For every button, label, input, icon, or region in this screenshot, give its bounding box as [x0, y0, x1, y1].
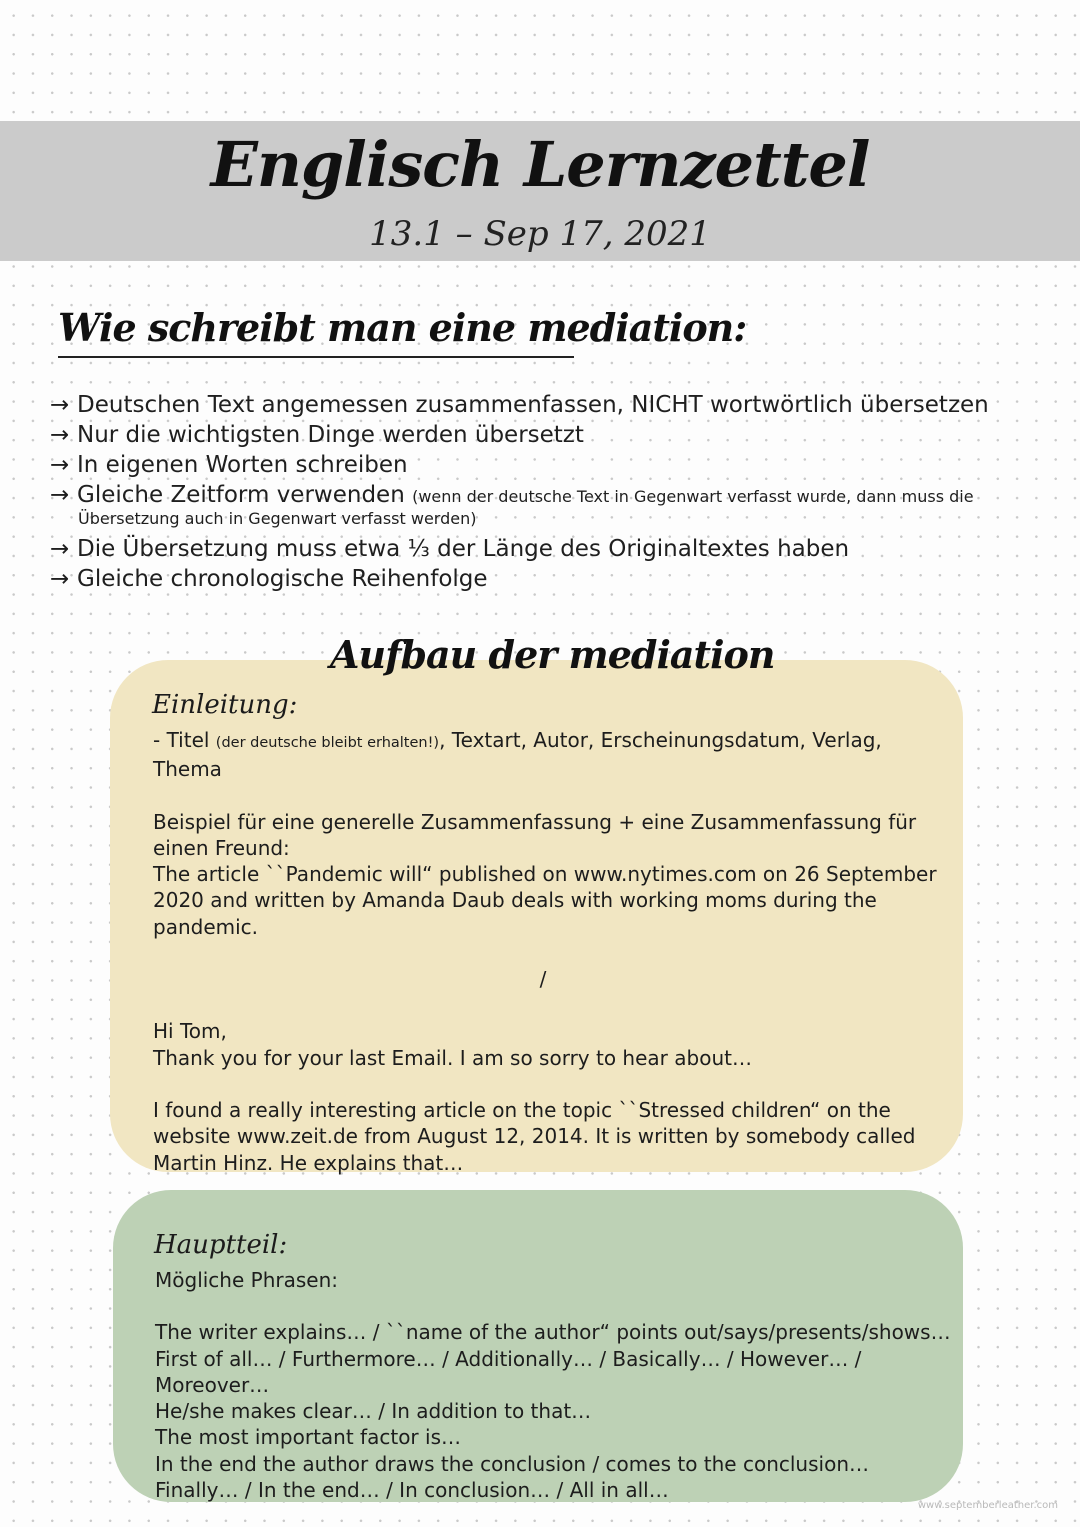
- section-heading-aufbau: Aufbau der mediation: [330, 632, 775, 677]
- bullet-text: In eigenen Worten schreiben: [77, 452, 408, 478]
- phrase-line: The writer explains… / ``name of the author“ points out/says/presents/shows…: [155, 1320, 951, 1345]
- arrow-icon: →: [50, 566, 70, 592]
- phrase-line: He/she makes clear… / In addition to that…: [155, 1399, 592, 1424]
- text-line: Martin Hinz. He explains that…: [153, 1150, 464, 1175]
- bullet-text: Gleiche chronologische Reihenfolge: [77, 566, 488, 592]
- arrow-icon: →: [50, 482, 70, 508]
- text-line: I found a really interesting article on the topic ``Stressed children“ on the: [153, 1097, 891, 1122]
- arrow-icon: →: [50, 422, 70, 448]
- bullet-text: Die Übersetzung muss etwa ⅓ der Länge des Originaltextes haben: [77, 536, 850, 562]
- bullet-text: Nur die wichtigsten Dinge werden übersetzt: [77, 422, 584, 448]
- heading-underline: [58, 356, 574, 358]
- page-subtitle: 13.1 – Sep 17, 2021: [369, 214, 711, 254]
- phrase-line: The most important factor is…: [155, 1425, 461, 1450]
- text-line: Hi Tom,: [153, 1019, 227, 1044]
- einleitung-label: Einleitung:: [152, 690, 298, 720]
- bullet-note-continued: Übersetzung auch in Gegenwart verfasst werden): [78, 509, 477, 528]
- page-title: Englisch Lernzettel: [210, 128, 870, 201]
- bullet-item: [50, 450, 1060, 480]
- hauptteil-content: [155, 1267, 955, 1503]
- arrow-icon: →: [50, 392, 70, 418]
- text-line: einen Freund:: [153, 835, 290, 860]
- text-line: 2020 and written by Amanda Daub deals with working moms during the: [153, 888, 877, 913]
- phrase-line: Finally… / In the end… / In conclusion… / All in all…: [155, 1478, 669, 1503]
- text-line: pandemic.: [153, 914, 259, 939]
- text-segment: , Textart, Autor, Erscheinungsdatum, Verlag, Thema: [153, 728, 882, 782]
- text-line: Mögliche Phrasen:: [155, 1268, 338, 1292]
- einleitung-content: [153, 727, 953, 1176]
- bullet-item: [50, 564, 1060, 594]
- phrase-line: In the end the author draws the conclusion / comes to the conclusion…: [155, 1451, 869, 1476]
- bullet-note: (wenn der deutsche Text in Gegenwart verfasst wurde, dann muss die: [412, 487, 974, 506]
- hauptteil-label: Hauptteil:: [154, 1230, 288, 1260]
- watermark: www.septemberleather.com: [917, 1500, 1058, 1511]
- example-separator: /: [539, 967, 547, 992]
- einleitung-elements-line: [153, 727, 953, 783]
- text-line: Thank you for your last Email. I am so sorry to hear about…: [153, 1045, 752, 1070]
- bullet-text: Gleiche Zeitform verwenden: [77, 482, 405, 508]
- bullet-item: [50, 390, 1060, 420]
- arrow-icon: →: [50, 452, 70, 478]
- text-line: The article ``Pandemic will“ published on www.nytimes.com on 26 September: [153, 862, 937, 887]
- arrow-icon: →: [50, 536, 70, 562]
- text-line: Beispiel für eine generelle Zusammenfassung + eine Zusammenfassung für: [153, 809, 917, 834]
- bullet-list: [50, 390, 1060, 594]
- text-note: (der deutsche bleibt erhalten!): [215, 735, 440, 751]
- phrase-line: First of all… / Furthermore… / Additionally… / Basically… / However… / Moreover…: [155, 1346, 862, 1397]
- bullet-text: Deutschen Text angemessen zusammenfassen, NICHT wortwörtlich übersetzen: [77, 392, 989, 418]
- text-line: website www.zeit.de from August 12, 2014. It is written by somebody called: [153, 1124, 916, 1149]
- section-heading-mediation: Wie schreibt man eine mediation:: [58, 305, 747, 350]
- bullet-item: [50, 420, 1060, 450]
- text-segment: - Titel: [153, 728, 210, 752]
- bullet-item: [50, 534, 1060, 564]
